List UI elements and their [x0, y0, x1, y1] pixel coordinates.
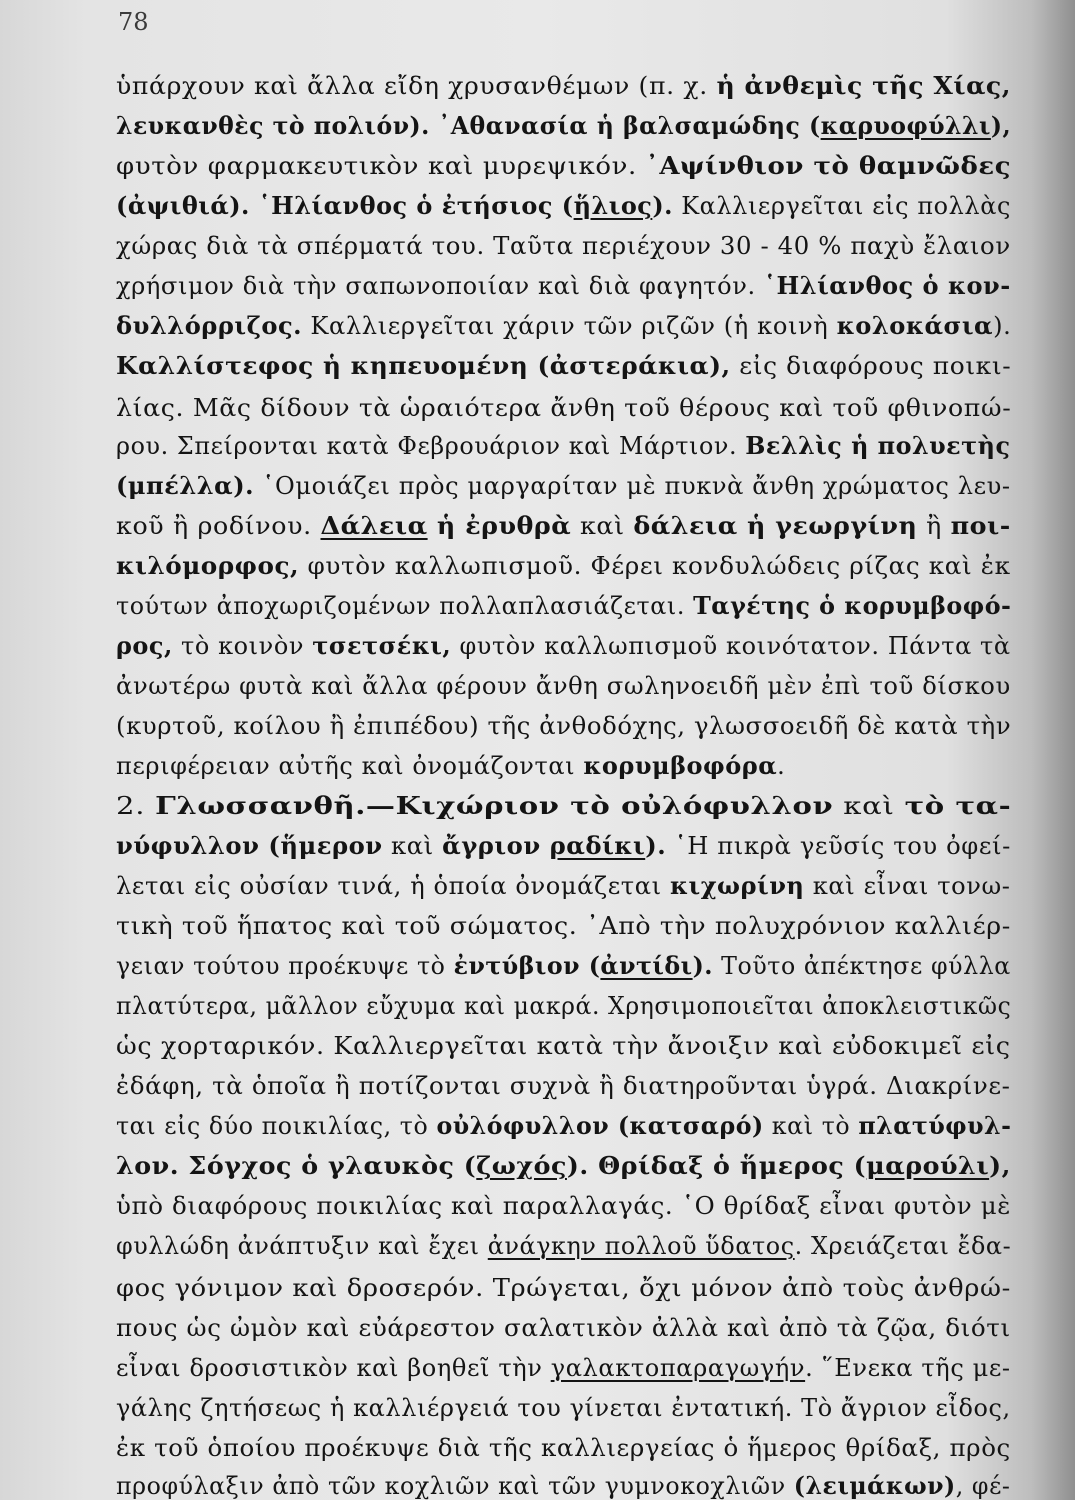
- text-run: ἐδάφη, τὰ ὁποῖα ἢ ποτίζονται συχνὰ ἢ διατηροῦνται ὑγρά. Διακρίνε-: [116, 1072, 1011, 1100]
- bold-term: κιλόμορφος,: [116, 551, 300, 580]
- text-run: ρου. Σπείρονται κατὰ Φεβρουάριον καὶ Μάρτιον.: [116, 432, 746, 460]
- text-run: καὶ: [833, 792, 905, 820]
- text-line: [116, 1230, 1011, 1262]
- text-run: ῾Η πικρὰ γεῦσίς του ὀφεί-: [666, 832, 1011, 860]
- text-line: [116, 710, 1011, 742]
- text-run: εἰς διαφόρους ποικι-: [730, 352, 1012, 380]
- text-run: λίας. Μᾶς δίδουν τὰ ὡραιότερα ἄνθη τοῦ θέρους καὶ τοῦ φθινοπώ-: [116, 394, 1012, 422]
- text-line: [116, 550, 1011, 582]
- text-run: τὸ κοινὸν: [172, 632, 313, 660]
- bold-term: λον. Σόγχος ὁ γλαυκὸς (: [116, 1151, 477, 1180]
- bold-term: ζωχός: [476, 1151, 567, 1180]
- text-run: . Χρειάζεται ἔδα-: [794, 1232, 1012, 1260]
- bold-term: ρος,: [116, 631, 173, 660]
- text-line: [116, 870, 1011, 902]
- text-run: καὶ τὸ: [763, 1112, 859, 1140]
- bold-term: ).: [692, 951, 714, 980]
- text-run: φυτὸν καλλωπισμοῦ. Φέρει κονδυλώδεις ρίζας καὶ ἐκ: [299, 552, 1011, 580]
- text-run: φυτὸν φαρμακευτικὸν καὶ μυρεψικόν.: [116, 152, 646, 180]
- bold-term: Γλωσσανθῆ: [155, 791, 356, 820]
- text-run: Καλλιεργεῖται χάριν τῶν ριζῶν (ἡ κοινὴ: [302, 312, 837, 340]
- text-line: [116, 950, 1011, 982]
- text-run: (κυρτοῦ, κοίλου ἢ ἐπιπέδου) τῆς ἀνθοδόχης, γλωσσοειδῆ δὲ κατὰ τὴν: [116, 712, 1012, 740]
- text-line: [116, 670, 1011, 702]
- bold-term: (λειμάκων): [793, 1471, 956, 1500]
- text-run: πους ὡς ὠμὸν καὶ εὐάρεστον σαλατικὸν ἀλλὰ καὶ ἀπὸ τὰ ζῷα, διότι: [116, 1314, 1011, 1342]
- text-line: [116, 470, 1011, 502]
- text-run: πλατύτερα, μᾶλλον εὔχυμα καὶ μακρά. Χρησιμοποιεῖται ἀποκλειστικῶς: [116, 992, 1012, 1020]
- text-line: [116, 1272, 1011, 1304]
- text-run: Καλλιεργεῖται εἰς πολλὰς: [672, 192, 1011, 220]
- bold-term: ἡ ἐρυθρὰ: [427, 511, 572, 540]
- text-run: τικὴ τοῦ ἥπατος καὶ τοῦ σώματος. ᾿Απὸ τὴν πολυχρόνιον καλλιέρ-: [116, 912, 1011, 940]
- bold-term: ).: [652, 191, 673, 220]
- text-line: [116, 190, 1011, 222]
- text-run: ).: [993, 312, 1012, 340]
- bold-term: ποι-: [950, 511, 1011, 540]
- text-line: [116, 1030, 1011, 1062]
- text-run: ὡς χορταρικόν. Καλλιεργεῖται κατὰ τὴν ἄνοιξιν καὶ εὐδοκιμεῖ εἰς: [116, 1032, 1011, 1060]
- text-run: φυτὸν καλλωπισμοῦ κοινότατον. Πάντα τὰ: [451, 632, 1011, 660]
- bold-term: λευκανθὲς τὸ πολιόν). ᾿Αθανασία ἡ βαλσαμώδης (: [116, 111, 821, 140]
- text-run: καὶ εἶναι τονω-: [804, 872, 1011, 900]
- text-run: καὶ: [382, 832, 443, 860]
- text-run: ἢ: [917, 512, 951, 540]
- text-run: προφύλαξιν ἀπὸ τῶν κοχλιῶν καὶ τῶν γυμνοκοχλιῶν: [116, 1472, 794, 1500]
- text-line: [116, 392, 1011, 424]
- text-run: γάλης ζητήσεως ἡ καλλιέργειά του γίνεται ἐντατική. Τὸ ἄγριον εἶδος,: [116, 1394, 1011, 1422]
- page-number: 78: [118, 8, 149, 36]
- text-line: [116, 150, 1011, 182]
- bold-term: ). Θρίδαξ ὁ ἥμερος (: [566, 1151, 867, 1180]
- text-run: ῾Ομοιάζει πρὸς μαργαρίταν μὲ πυκνὰ ἄνθη χρώματος λευ-: [254, 472, 1011, 500]
- text-run: τούτων ἀποχωριζομένων πολλαπλασιάζεται.: [116, 592, 694, 620]
- text-line: [116, 230, 1011, 262]
- bold-term: καρυοφύλλι: [820, 111, 991, 140]
- bold-term: οὐλόφυλλον (κατσαρό): [436, 1111, 764, 1140]
- text-run: καὶ: [571, 512, 634, 540]
- bold-term: τσετσέκι,: [312, 631, 452, 660]
- text-line: [116, 910, 1011, 942]
- text-line: [116, 1470, 1011, 1500]
- bold-term: (μπέλλα).: [116, 471, 255, 500]
- bold-term: Βελλὶς ἡ πολυετὴς: [745, 431, 1011, 460]
- text-run: . ῞Ενεκα τῆς με-: [805, 1354, 1011, 1382]
- bold-term: μαρούλι: [866, 1151, 990, 1180]
- text-line: [116, 590, 1011, 622]
- bold-term: ῾Ηλίανθος ὁ κον-: [763, 271, 1011, 300]
- text-line: [116, 510, 1011, 542]
- bold-term: ),: [990, 111, 1012, 140]
- bold-term: ᾿Αψίνθιον τὸ θαμνῶδες: [645, 151, 1012, 180]
- text-run: ἐκ τοῦ ὁποίου προέκυψε διὰ τῆς καλλιεργείας ὁ ἥμερος θρίδαξ, πρὸς: [116, 1434, 1011, 1462]
- text-line: [116, 270, 1011, 302]
- bold-term: δυλλόρριζος.: [116, 311, 303, 340]
- text-run: ὑπάρχουν καὶ ἄλλα εἴδη χρυσανθέμων (π. χ.: [116, 72, 717, 100]
- text-run: χρήσιμον διὰ τὴν σαπωνοποιίαν καὶ διὰ φαγητόν.: [116, 272, 764, 300]
- bold-term: (ἀψιθιά). ῾Ηλίανθος ὁ ἐτήσιος (: [116, 191, 574, 220]
- text-run: λεται εἰς οὐσίαν τινά, ἡ ὁποία ὀνομάζεται: [116, 872, 670, 900]
- bold-term: ),: [989, 1151, 1011, 1180]
- text-line: [116, 790, 1011, 822]
- text-run: φος γόνιμον καὶ δροσερόν. Τρώγεται, ὄχι μόνον ἀπὸ τοὺς ἀνθρώ-: [116, 1274, 1011, 1302]
- bold-term: ἀντίδι: [600, 951, 693, 980]
- bold-term: τὸ τα-: [904, 791, 1012, 820]
- bold-term: ἥλιος: [573, 191, 653, 220]
- text-line: [116, 350, 1011, 382]
- bold-term: κιχωρίνη: [669, 871, 805, 900]
- text-run: ἀνάγκην πολλοῦ ὕδατος: [487, 1232, 795, 1260]
- text-line: [116, 630, 1011, 662]
- text-run: περιφέρειαν αὐτῆς καὶ ὀνομάζονται: [116, 752, 584, 780]
- text-line: [116, 430, 1010, 462]
- text-line: [116, 1392, 1011, 1424]
- text-run: ται εἰς δύο ποικιλίας, τὸ: [116, 1112, 437, 1140]
- text-run: ἀνωτέρω φυτὰ καὶ ἄλλα φέρουν ἄνθη σωληνοειδῆ μὲν ἐπὶ τοῦ δίσκου: [116, 672, 1011, 700]
- bold-term: ).: [645, 831, 667, 860]
- bold-term: δάλεια ἡ γεωργίνη: [633, 511, 918, 540]
- text-run: εἶναι δροσιστικὸν καὶ βοηθεῖ τὴν: [116, 1354, 551, 1382]
- text-run: φυλλώδη ἀνάπτυξιν καὶ ἔχει: [116, 1232, 488, 1260]
- text-run: ὑπὸ διαφόρους ποικιλίας καὶ παραλλαγάς. ῾Ο θρίδαξ εἶναι φυτὸν μὲ: [116, 1192, 1012, 1220]
- bold-term: .—Κιχώριον τὸ οὐλόφυλλον: [355, 791, 834, 820]
- text-run: , φέ-: [955, 1472, 1011, 1500]
- text-run: Τοῦτο ἀπέκτησε φύλλα: [713, 952, 1011, 980]
- text-run: χώρας διὰ τὰ σπέρματά του. Ταῦτα περιέχουν 30 - 40 % παχὺ ἔλαιον: [116, 232, 1011, 260]
- text-line: [116, 1070, 1011, 1102]
- bold-term: νύφυλλον (ἥμερον: [116, 831, 383, 860]
- bold-term: ραδίκι: [549, 831, 646, 860]
- text-line: [116, 990, 1011, 1022]
- bold-term: Δάλεια: [320, 511, 428, 540]
- text-run: .: [777, 752, 786, 780]
- text-line: [116, 310, 1011, 342]
- text-run: γειαν τούτου προέκυψε τὸ: [116, 952, 454, 980]
- text-run: 2.: [116, 792, 156, 820]
- text-line: [116, 1190, 1011, 1222]
- text-line: [116, 1110, 1011, 1142]
- bold-term: ἡ ἀνθεμὶς τῆς Χίας,: [716, 71, 1012, 100]
- text-run: κοῦ ἢ ροδίνου.: [116, 512, 321, 540]
- bold-term: ἄγριον: [442, 831, 550, 860]
- text-line: [116, 750, 785, 782]
- text-line: [116, 830, 1011, 862]
- bold-term: Ταγέτης ὁ κορυμβοφό-: [693, 591, 1012, 620]
- text-line: [116, 1432, 1011, 1464]
- bold-term: κορυμβοφόρα: [583, 751, 778, 780]
- text-line: [116, 1312, 1011, 1344]
- text-line: [116, 110, 1011, 142]
- bold-term: πλατύφυλ-: [858, 1111, 1012, 1140]
- text-run: γαλακτοπαραγωγήν: [550, 1354, 806, 1382]
- text-line: [116, 1150, 1011, 1182]
- text-line: [116, 70, 1011, 102]
- bold-term: κολοκάσια: [836, 311, 994, 340]
- text-line: [116, 1352, 1011, 1384]
- bold-term: Καλλίστεφος ἡ κηπευομένη (ἀστεράκια),: [116, 351, 731, 380]
- bold-term: ἐντύβιον (: [453, 951, 601, 980]
